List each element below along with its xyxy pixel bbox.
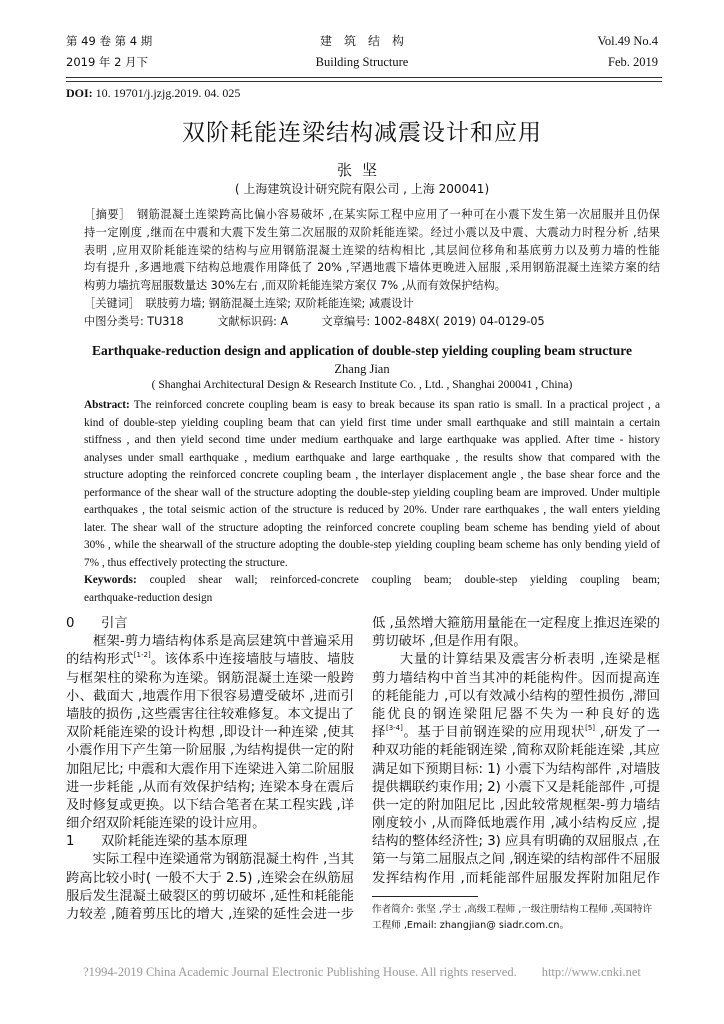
body-line: 种双功能的耗能钢连梁 ,简称双阶耗能连梁 ,其应 <box>372 743 660 759</box>
abstract-line: 表明 ,应用双阶耗能连梁的结构与应用钢筋混凝土连梁的结构相比 ,其层间位移角和基底剪力以及剪力墙的性能 <box>84 243 660 257</box>
body-line: 进一步耗能 ,从而有效保护结构; 连梁本身在震后 <box>66 779 354 795</box>
header-rule-thin <box>66 81 662 82</box>
body-right-column <box>372 615 660 888</box>
section-heading: 0 引言 <box>66 616 128 631</box>
footnote-line: 工程师 ,Email: zhangjian@ siadr.com.cn。 <box>372 920 570 931</box>
citation: [5] <box>585 724 596 733</box>
abstract-line: ［关键词］ 联肢剪力墙; 钢筋混凝土连梁; 双阶耗能连梁; 减震设计 <box>84 296 414 310</box>
body-line: 剪力墙结构中首当其冲的耗能构件。因而提高连 <box>372 670 660 686</box>
abstract-line: analyses under small earthquake , medium earthquake and large earthquake , the results show that compared with the <box>84 451 660 464</box>
doi-label: DOI: <box>66 86 93 100</box>
body-line: 小、截面大 ,地震作用下很容易遭受破坏 ,进而引 <box>66 688 354 704</box>
abstract-line: earthquakes , the total seismic action of the structure is reduced by 20%. Under rare earthquakes , the wall enters yielding <box>84 504 660 516</box>
abstract-line: stiffness , and then yield second time under medium earthquake and large earthquake was applied. After time - history <box>84 434 660 446</box>
abstract-line: structure adopting the reinforced concrete coupling beam , the interlayer displacement angle , the base shear force and the <box>84 469 660 481</box>
paper-title: 双阶耗能连梁结构减震设计和应用 <box>182 120 542 146</box>
abstract-line: 持一定刚度 ,继而在中震和大震下发生第二次屈服的双阶耗能连梁。经过小震以及中震、大震动力时程分析 ,结果 <box>84 225 660 239</box>
body-line: 剪切破坏 ,但是作用有限。 <box>372 634 527 650</box>
footnote-rule <box>372 896 478 897</box>
body-line: 墙肢的损伤 ,这些震害往往较难修复。本文提出了 <box>66 706 354 722</box>
body-line: 小震作用下产生第一阶屈服 ,为结构提供一定的附 <box>66 743 354 759</box>
body-line: 结构的整体经济性; 3) 应具有明确的双屈服点 ,在 <box>372 834 660 850</box>
english-author: Zhang Jian <box>334 362 390 376</box>
body-line: 发挥结构作用 ,而耗能部件屈服发挥附加阻尼作 <box>372 870 660 886</box>
body-line: 满足如下预期目标: 1) 小震下为结构部件 ,对墙肢 <box>372 761 660 777</box>
body-line: 跨高比较小时( 一般不大于 2.5) ,连梁会在纵筋屈 <box>66 870 354 886</box>
affiliation: ( 上海建筑设计研究院有限公司 , 上海 200041) <box>234 182 490 196</box>
issue-date-en: Feb. 2019 <box>608 55 658 69</box>
keywords-label: Keywords: <box>84 574 137 586</box>
abstract-line: 30% , while the shearwall of the structure adopting the double-step yielding coupling beam scheme has only bending yield of <box>84 539 660 551</box>
section-heading: 1 双阶耗能连梁的基本原理 <box>66 834 248 850</box>
abstract-line: 中图分类号: TU318 文献标识码: A 文章编号: 1002-848X( 2019) 04-0129-05 <box>84 314 545 328</box>
body-line: 能优良的钢连梁阻尼器不失为一种良好的选 <box>372 706 660 722</box>
abstract-line: Abstract: The reinforced concrete coupling beam is easy to break because its span ratio is small. In a practical project , a <box>84 399 660 411</box>
abstract-line: later. The shear wall of the structure adopting the reinforced concrete coupling beam scheme has bending yield of about <box>84 521 660 534</box>
abstract-line: 构剪力墙抗弯屈服数量达 30%左右 ,而双阶耗能连梁方案仅 7% ,从而有效保护结构。 <box>84 279 506 293</box>
journal-name-cn: 建 筑 结 构 <box>319 34 404 48</box>
author-footnote <box>372 902 662 934</box>
body-line: 的耗能能力 ,可以有效减小结构的塑性损伤 ,滞回 <box>372 688 660 704</box>
english-affiliation: ( Shanghai Architectural Design & Research Institute Co. , Ltd. , Shanghai 200041 , China) <box>151 379 573 391</box>
body-line: 提供耦联约束作用; 2) 小震下又是耗能部件 ,可提 <box>372 779 660 795</box>
body-line: 大量的计算结果及震害分析表明 ,连梁是框 <box>399 652 660 668</box>
journal-issue: 第 49 卷 第 4 期 <box>66 34 153 48</box>
body-line: 及时修复或更换。以下结合笔者在某工程实践 ,详 <box>66 797 354 813</box>
english-title: Earthquake-reduction design and application of double-step yielding coupling beam structure <box>92 343 632 358</box>
copyright-footer: ?1994-2019 China Academic Journal Electronic Publishing House. All rights reserved. http://www.cnki.net <box>83 965 641 979</box>
volume-number: Vol.49 No.4 <box>597 34 658 48</box>
journal-date: 2019 年 2 月下 <box>66 55 149 69</box>
journal-name-en: Building Structure <box>315 55 409 69</box>
body-line: 与框架柱的梁称为连梁。钢筋混凝土连梁一般跨 <box>66 670 354 686</box>
citation: [1-2] <box>133 651 151 660</box>
body-line: 双阶耗能连梁的设计构想 ,即设计一种连梁 ,使其 <box>66 725 354 741</box>
abstract-line: performance of the shear wall of the structure adopting the double-step yielding coupling beam are improved. Under multiple <box>84 486 660 499</box>
doi <box>66 86 240 101</box>
body-line: 供一定的附加阻尼比 ,因此较常规框架-剪力墙结 <box>372 797 660 813</box>
body-line: 择[3-4]。基于目前钢连梁的应用现状[5] ,研发了一 <box>372 724 660 741</box>
keywords-line: Keywords: coupled shear wall; reinforced-concrete coupling beam; double-step yielding coupling beam; <box>84 574 660 586</box>
body-line: 框架-剪力墙结构体系是高层建筑中普遍采用 <box>66 634 354 650</box>
body-line: 力较差 ,随着剪压比的增大 ,连梁的延性会进一步 <box>66 907 354 922</box>
abstract-label: Abstract: <box>84 399 130 411</box>
body-line: 加阻尼比; 中震和大震作用下连梁进入第二阶屈服 <box>66 761 354 777</box>
chinese-abstract <box>84 206 660 331</box>
abstract-line: kind of double-step yielding coupling beam that can yield first time under small earthquake and still maintain a certain <box>84 416 660 429</box>
body-line: 细介绍双阶耗能连梁的设计应用。 <box>66 816 266 832</box>
body-line: 刚度较小 ,从而降低地震作用 ,减小结构反应 ,提 <box>372 816 660 832</box>
body-line: 低 ,虽然增大箍筋用量能在一定程度上推迟连梁的 <box>372 616 660 631</box>
keywords-line: earthquake-reduction design <box>84 591 213 604</box>
author: 张坚 <box>336 161 387 179</box>
abstract-line: 7% , thus effectively protecting the structure. <box>84 556 288 569</box>
body-left-column <box>66 615 354 924</box>
abstract-line: 均有提升 ,多遇地震下结构总地震作用降低了 20% ,罕遇地震下墙体更晚进入屈服 ,采用钢筋混凝土连梁方案的结 <box>84 261 660 275</box>
citation: [3-4] <box>385 724 403 733</box>
body-line: 实际工程中连梁通常为钢筋混凝土构件 ,当其 <box>66 852 354 868</box>
doi-value: 10. 19701/j.jzjg.2019. 04. 025 <box>92 86 241 100</box>
header-rule <box>66 77 662 78</box>
body-line: 服后发生混凝土破裂区的剪切破坏 ,延性和耗能能 <box>66 888 354 904</box>
abstract-line: ［摘要］ 钢筋混凝土连梁跨高比偏小容易破坏 ,在某实际工程中应用了一种可在小震下发生第一次屈服并且仍保 <box>84 208 660 221</box>
body-line: 的结构形式[1-2]。该体系中连接墙肢与墙肢、墙肢 <box>66 651 354 668</box>
footnote-line: 作者简介: 张坚 ,学士 ,高级工程师 ,一级注册结构工程师 ,英国特许 <box>372 904 653 915</box>
english-abstract <box>84 397 660 607</box>
body-line: 第一与第二屈服点之间 ,钢连梁的结构部件不屈服 <box>372 852 660 868</box>
